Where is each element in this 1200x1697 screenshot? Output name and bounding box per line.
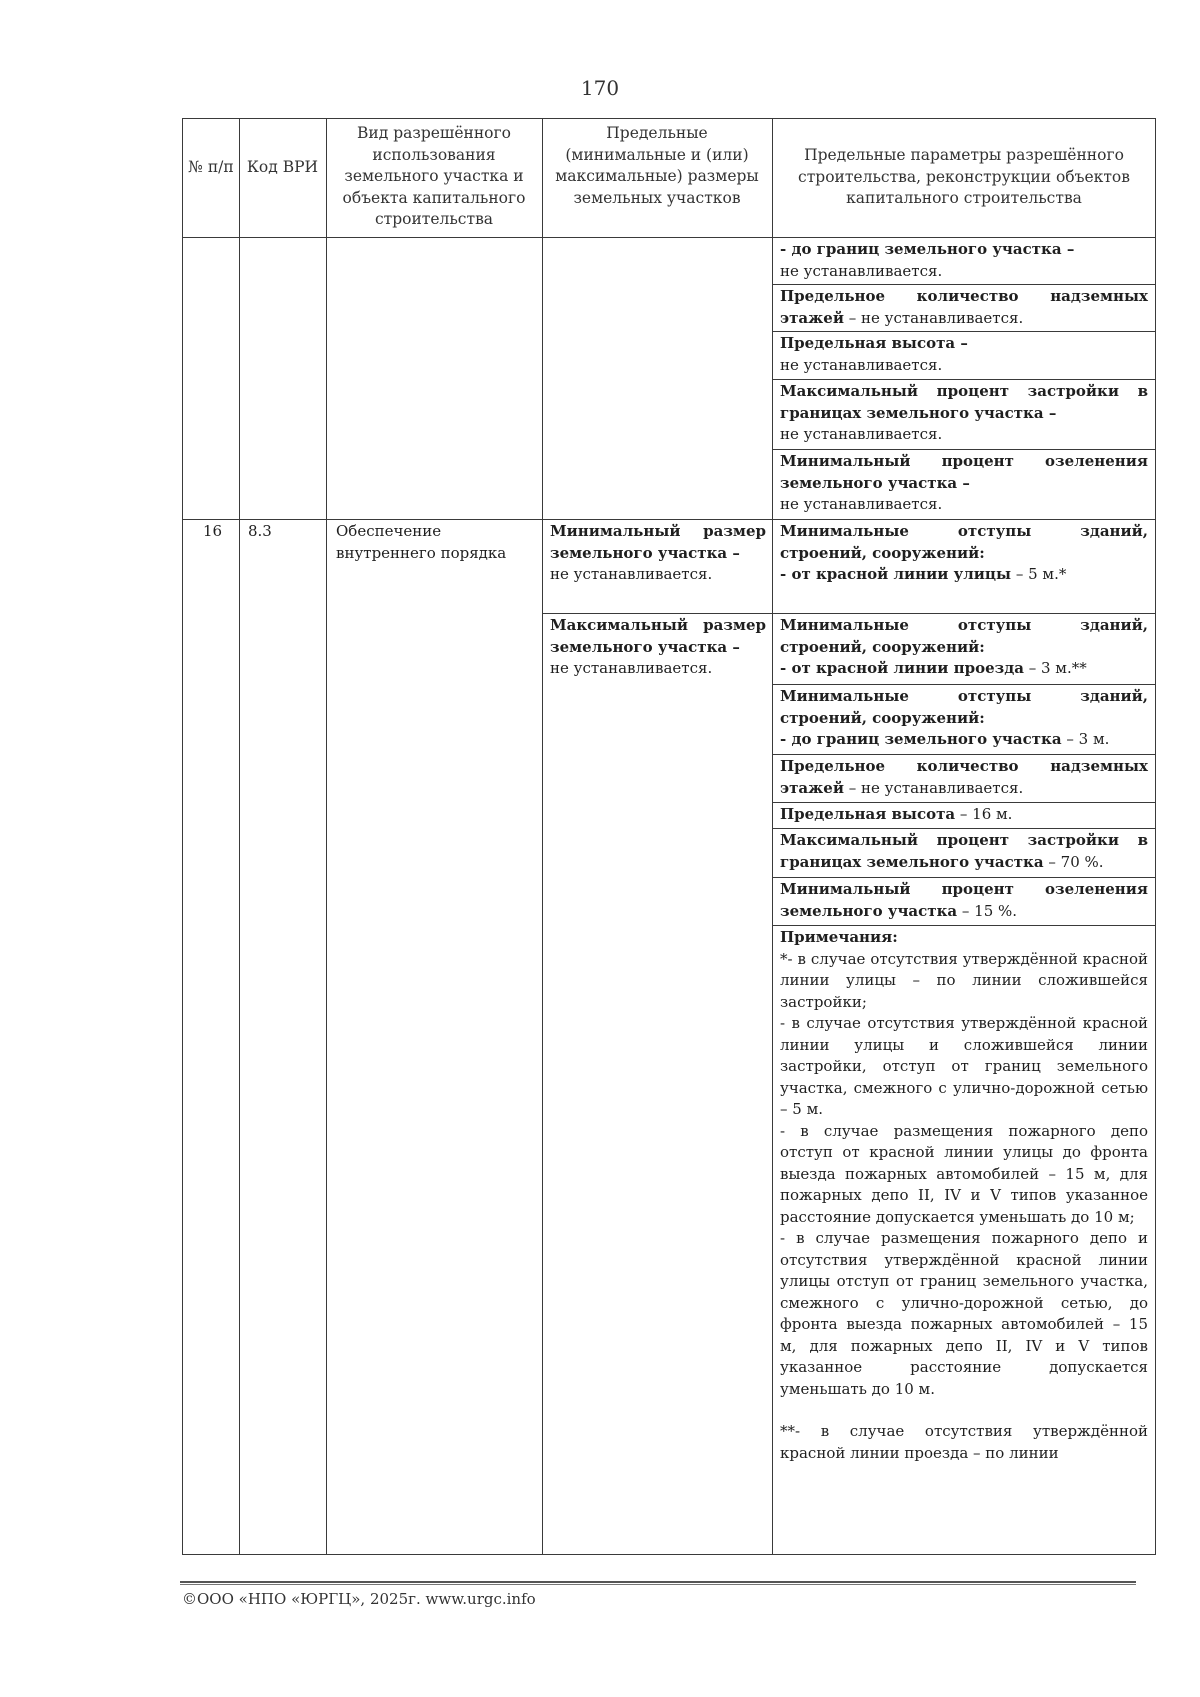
column-divider: [542, 119, 543, 1554]
header-code: Код ВРИ: [246, 158, 319, 176]
header-sizes: Предельные (минимальные и (или) максимальные) размеры земельных участков: [555, 124, 759, 207]
param-cell: Минимальный процент озеленения земельного участка – не устанавливается.: [780, 452, 1148, 513]
footer-copyright: ©ООО «НПО «ЮРГЦ», 2025г. www.urgc.info: [182, 1590, 536, 1608]
row-code: 8.3: [248, 522, 272, 540]
notes-title: Примечания:: [780, 928, 898, 946]
cell-divider: [772, 449, 1155, 450]
note-item: **- в случае отсутствия утверждённой красной линии проезда – по линии: [780, 1422, 1148, 1462]
cell-divider: [772, 802, 1155, 803]
cell-divider: [772, 828, 1155, 829]
cell-divider: [772, 877, 1155, 878]
header-divider: [183, 237, 1155, 238]
row-kind: Обеспечение внутреннего порядка: [336, 522, 507, 562]
note-item: *- в случае отсутствия утверждённой красной линии улицы – по линии сложившейся застройки;: [780, 949, 1148, 1011]
footer-rule: [180, 1581, 1136, 1583]
size-min-cell: Минимальный размер земельного участка – не устанавливается.: [550, 522, 766, 583]
cell-divider: [772, 925, 1155, 926]
header-kind: Вид разрешённого использования земельного участка и объекта капитального строительства: [342, 124, 526, 228]
param-cell: Предельная высота – 16 м.: [780, 805, 1013, 823]
param-cell: Максимальный процент застройки в границах земельного участка – не устанавливается.: [780, 382, 1148, 443]
param-cell: Предельное количество надземных этажей – не устанавливается.: [780, 757, 1148, 797]
note-item: - в случае размещения пожарного депо отступ от красной линии улицы до фронта выезда пожарных автомобилей – 15 м, для пожарных депо II, IV и V типов указанное расстояние допускается уменьшать до 10 м;: [780, 1121, 1148, 1226]
cell-divider: [542, 613, 1155, 614]
column-divider: [239, 119, 240, 1554]
cell-divider: [772, 379, 1155, 380]
row-number: 16: [203, 522, 223, 540]
param-cell: - до границ земельного участка – не устанавливается.: [780, 240, 1075, 280]
param-cell: Минимальный процент озеленения земельного участка – 15 %.: [780, 880, 1148, 920]
footer-rule: [180, 1584, 1136, 1585]
param-cell: Минимальные отступы зданий, строений, сооружений: - от красной линии проезда – 3 м.**: [780, 616, 1148, 677]
column-divider: [772, 119, 773, 1554]
param-cell: Минимальные отступы зданий, строений, сооружений: - до границ земельного участка – 3 м.: [780, 687, 1148, 748]
column-divider: [326, 119, 327, 1554]
param-cell: Максимальный процент застройки в границах земельного участка – 70 %.: [780, 831, 1148, 871]
size-max-cell: Максимальный размер земельного участка – не устанавливается.: [550, 616, 766, 677]
note-item: - в случае отсутствия утверждённой красной линии улицы и сложившейся линии застройки, отступ от границ земельного участка, смежного с улично-дорожной сетью – 5 м.: [780, 1014, 1148, 1118]
cell-divider: [772, 684, 1155, 685]
page-number: 170: [580, 76, 620, 100]
header-params: Предельные параметры разрешённого строительства, реконструкции объектов капитального строительства: [798, 146, 1130, 207]
param-cell: Предельная высота – не устанавливается.: [780, 334, 968, 374]
cell-divider: [772, 284, 1155, 285]
note-item: - в случае размещения пожарного депо и отсутствия утверждённой красной линии улицы отступ от границ земельного участка, смежного с улично-дорожной сетью, до фронта выезда пожарных автомобилей – 15 м, для пожарных депо II, IV и V типов указанное расстояние допускается уменьшать до 10 м.: [780, 1229, 1148, 1398]
param-cell: Минимальные отступы зданий, строений, сооружений: - от красной линии улицы – 5 м.*: [780, 522, 1148, 583]
cell-divider: [772, 754, 1155, 755]
regulation-table: [182, 118, 1156, 1555]
row-divider: [183, 519, 1155, 520]
header-num: № п/п: [188, 158, 234, 176]
cell-divider: [772, 331, 1155, 332]
param-cell: Предельное количество надземных этажей – не устанавливается.: [780, 287, 1148, 327]
notes-cell: [780, 927, 1148, 1464]
